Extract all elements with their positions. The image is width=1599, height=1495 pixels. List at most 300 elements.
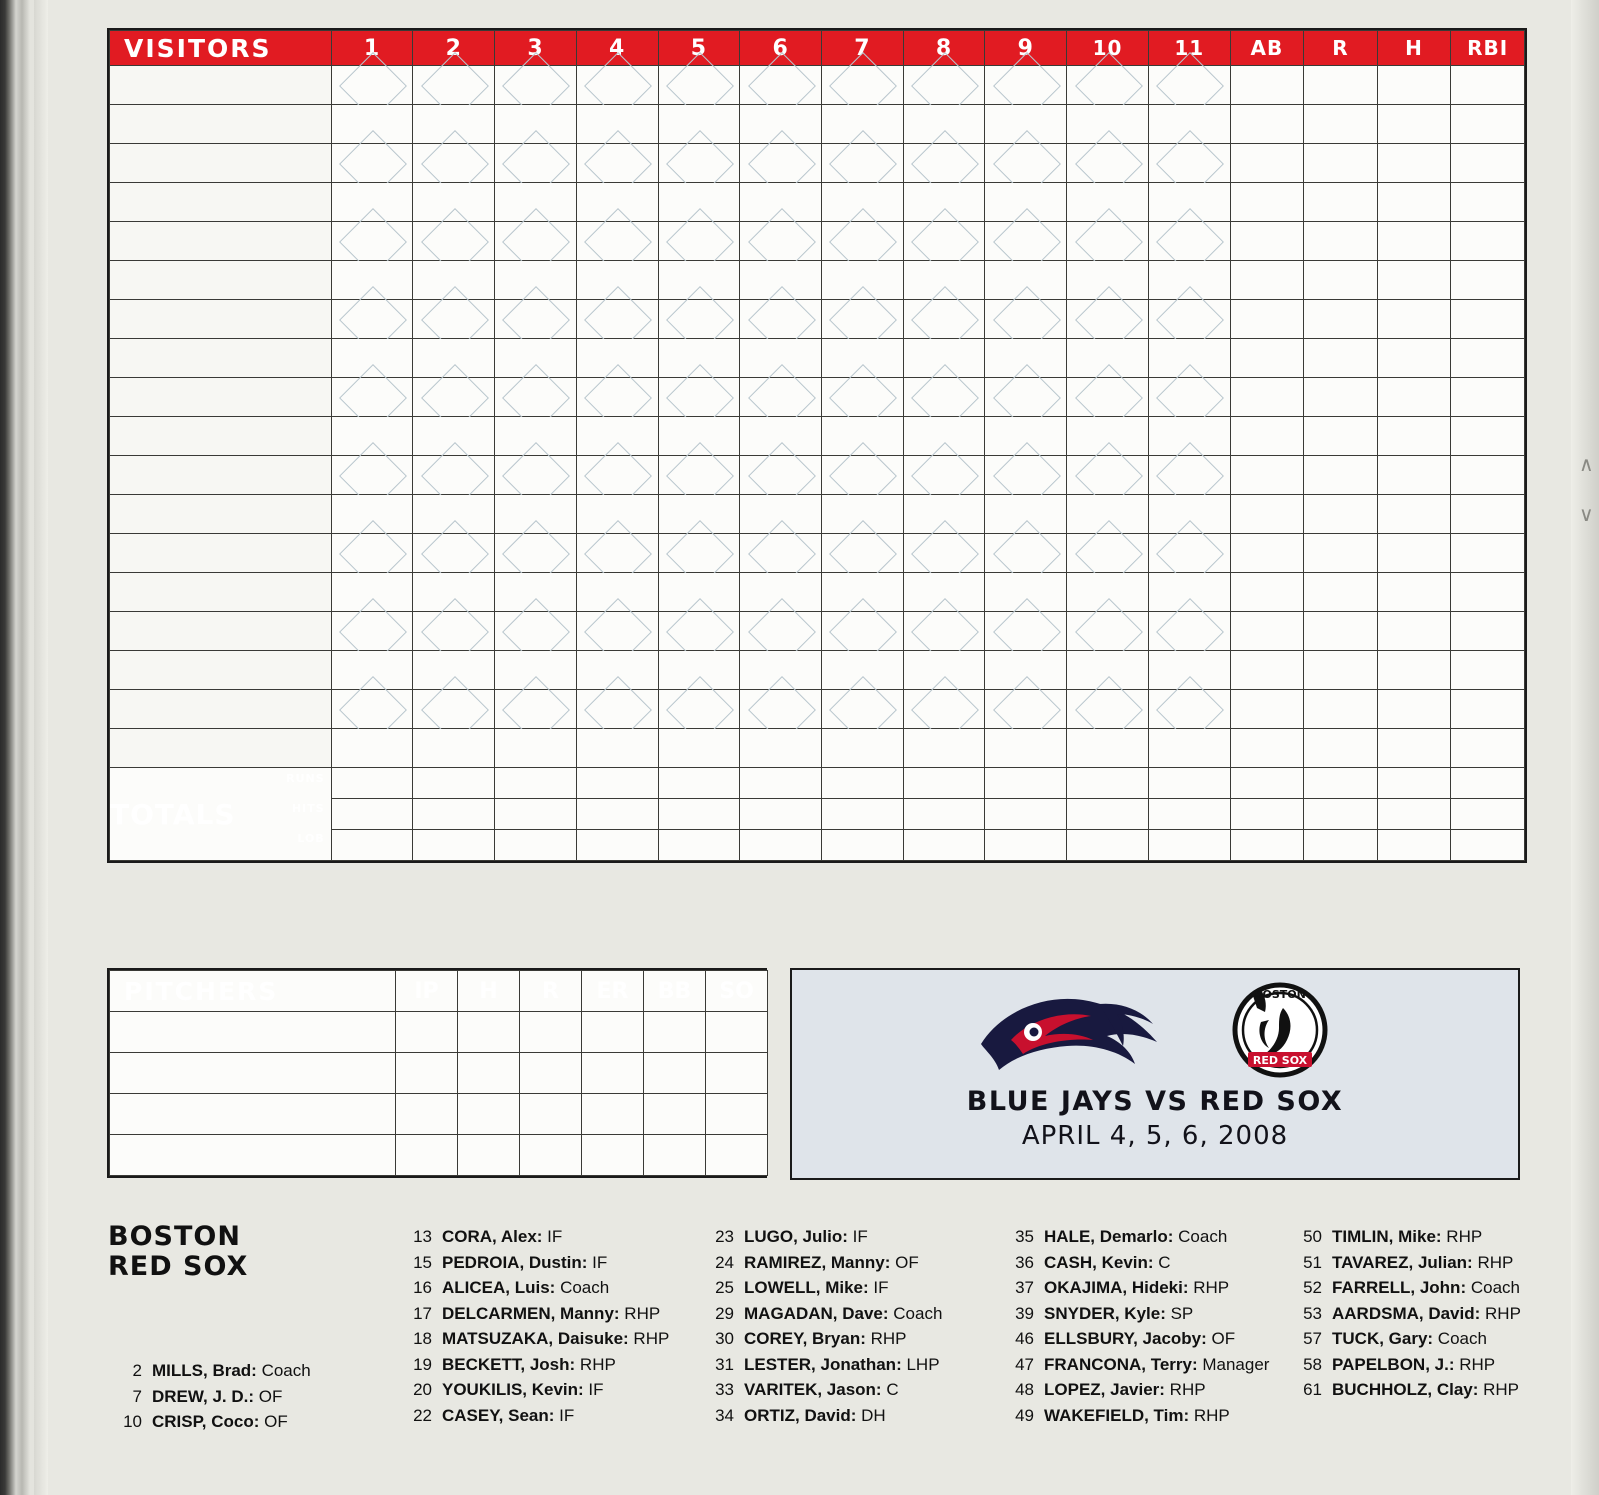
inning-cell[interactable] xyxy=(658,300,740,339)
batter-stat-cell[interactable] xyxy=(1230,300,1304,339)
totals-cell[interactable] xyxy=(576,799,658,830)
inning-cell[interactable] xyxy=(495,612,577,651)
inning-cell[interactable] xyxy=(1148,300,1230,339)
pitcher-stat-cell[interactable] xyxy=(396,1053,458,1094)
batter-stat-cell[interactable] xyxy=(1451,573,1525,612)
inning-cell[interactable] xyxy=(658,534,740,573)
inning-cell[interactable] xyxy=(740,144,822,183)
pitcher-name-cell[interactable] xyxy=(110,1094,396,1135)
batter-stat-cell[interactable] xyxy=(1304,417,1378,456)
batter-stat-cell[interactable] xyxy=(1304,378,1378,417)
batter-stat-cell[interactable] xyxy=(1230,261,1304,300)
batter-stat-cell[interactable] xyxy=(1377,183,1451,222)
inning-cell[interactable] xyxy=(1148,534,1230,573)
pitcher-stat-cell[interactable] xyxy=(706,1012,768,1053)
batter-stat-cell[interactable] xyxy=(1304,573,1378,612)
pitcher-stat-cell[interactable] xyxy=(520,1053,582,1094)
inning-cell[interactable] xyxy=(822,66,904,105)
inning-cell[interactable] xyxy=(331,534,413,573)
pitcher-stat-cell[interactable] xyxy=(458,1053,520,1094)
inning-cell[interactable] xyxy=(985,690,1067,729)
roster-position: IF xyxy=(542,1227,563,1246)
batter-stat-cell[interactable] xyxy=(1230,456,1304,495)
inning-cell[interactable] xyxy=(985,378,1067,417)
roster-position: LHP xyxy=(901,1354,940,1374)
totals-cell[interactable] xyxy=(822,768,904,799)
inning-cell[interactable] xyxy=(1148,690,1230,729)
inning-cell[interactable] xyxy=(1148,612,1230,651)
batter-stat-cell[interactable] xyxy=(1451,456,1525,495)
inning-cell[interactable] xyxy=(576,729,658,768)
inning-cell[interactable] xyxy=(413,378,495,417)
totals-cell[interactable] xyxy=(903,830,985,861)
totals-cell[interactable] xyxy=(413,830,495,861)
inning-cell[interactable] xyxy=(740,690,822,729)
inning-cell[interactable] xyxy=(331,222,413,261)
inning-cell[interactable] xyxy=(495,534,577,573)
inning-cell[interactable] xyxy=(1067,300,1149,339)
pitcher-stat-cell[interactable] xyxy=(582,1135,644,1176)
inning-cell[interactable] xyxy=(1148,66,1230,105)
inning-cell[interactable] xyxy=(495,66,577,105)
roster-position: DH xyxy=(856,1405,886,1425)
totals-cell[interactable] xyxy=(1067,768,1149,799)
inning-cell[interactable] xyxy=(413,729,495,768)
inning-cell[interactable] xyxy=(985,456,1067,495)
totals-cell[interactable] xyxy=(1067,799,1149,830)
inning-cell[interactable] xyxy=(740,729,822,768)
roster-position: Manager xyxy=(1197,1354,1270,1374)
inning-cell[interactable] xyxy=(495,378,577,417)
inning-cell[interactable] xyxy=(822,534,904,573)
totals-cell[interactable] xyxy=(1451,799,1525,830)
inning-cell[interactable] xyxy=(658,222,740,261)
batter-stat-cell[interactable] xyxy=(1377,495,1451,534)
pitcher-stat-cell[interactable] xyxy=(644,1053,706,1094)
inning-cell[interactable] xyxy=(903,729,985,768)
inning-cell[interactable] xyxy=(331,612,413,651)
batter-stat-cell[interactable] xyxy=(1304,612,1378,651)
batter-stat-cell[interactable] xyxy=(1451,612,1525,651)
pitcher-stat-cell[interactable] xyxy=(396,1012,458,1053)
batter-stat-cell[interactable] xyxy=(1230,573,1304,612)
inning-cell[interactable] xyxy=(740,456,822,495)
pitcher-stat-cell[interactable] xyxy=(458,1094,520,1135)
batter-stat-cell[interactable] xyxy=(1377,534,1451,573)
batter-stat-cell[interactable] xyxy=(1230,144,1304,183)
inning-cell[interactable] xyxy=(1067,612,1149,651)
totals-cell[interactable] xyxy=(1377,830,1451,861)
pitcher-name-cell[interactable] xyxy=(110,1053,396,1094)
totals-cell[interactable] xyxy=(331,830,413,861)
batter-name-cell[interactable] xyxy=(110,690,332,729)
inning-cell[interactable] xyxy=(495,690,577,729)
inning-cell[interactable] xyxy=(331,378,413,417)
batter-name-cell[interactable] xyxy=(110,339,332,378)
inning-cell[interactable] xyxy=(822,690,904,729)
inning-cell[interactable] xyxy=(576,534,658,573)
inning-cell[interactable] xyxy=(658,690,740,729)
inning-cell[interactable] xyxy=(331,456,413,495)
roster-position: RHP xyxy=(1188,1278,1230,1297)
stat-header-rbi: RBI xyxy=(1451,31,1525,66)
totals-cell[interactable] xyxy=(658,768,740,799)
batter-stat-cell[interactable] xyxy=(1304,339,1378,378)
roster-number: 52 xyxy=(1303,1278,1322,1297)
inning-cell[interactable] xyxy=(576,144,658,183)
inning-cell[interactable] xyxy=(413,456,495,495)
batter-name-cell[interactable] xyxy=(110,495,332,534)
roster-entry xyxy=(1000,1224,1269,1250)
inning-cell[interactable] xyxy=(903,456,985,495)
totals-cell[interactable] xyxy=(413,799,495,830)
totals-cell[interactable] xyxy=(658,830,740,861)
inning-cell[interactable] xyxy=(413,534,495,573)
pitcher-stat-cell[interactable] xyxy=(706,1053,768,1094)
totals-cell[interactable] xyxy=(1304,830,1378,861)
inning-cell[interactable] xyxy=(413,222,495,261)
batter-name-cell[interactable] xyxy=(110,183,332,222)
inning-cell[interactable] xyxy=(822,612,904,651)
inning-cell[interactable] xyxy=(740,222,822,261)
inning-cell[interactable] xyxy=(658,378,740,417)
batter-stat-cell[interactable] xyxy=(1304,300,1378,339)
inning-cell[interactable] xyxy=(903,612,985,651)
batter-stat-cell[interactable] xyxy=(1377,573,1451,612)
inning-cell[interactable] xyxy=(331,66,413,105)
pitcher-stat-cell[interactable] xyxy=(396,1094,458,1135)
totals-cell[interactable] xyxy=(1451,830,1525,861)
inning-header-3: 3 xyxy=(495,31,577,66)
batter-stat-cell[interactable] xyxy=(1230,339,1304,378)
batter-stat-cell[interactable] xyxy=(1304,105,1378,144)
pitcher-stat-cell[interactable] xyxy=(706,1094,768,1135)
inning-cell[interactable] xyxy=(1067,144,1149,183)
inning-cell[interactable] xyxy=(740,612,822,651)
batter-stat-cell[interactable] xyxy=(1230,378,1304,417)
inning-cell[interactable] xyxy=(658,456,740,495)
pitcher-stat-cell[interactable] xyxy=(458,1135,520,1176)
batter-stat-cell[interactable] xyxy=(1377,105,1451,144)
batter-stat-cell[interactable] xyxy=(1304,456,1378,495)
inning-cell[interactable] xyxy=(985,612,1067,651)
batter-stat-cell[interactable] xyxy=(1304,729,1378,768)
batter-stat-cell[interactable] xyxy=(1451,339,1525,378)
batter-name-cell[interactable] xyxy=(110,105,332,144)
batter-stat-cell[interactable] xyxy=(1377,729,1451,768)
totals-cell[interactable] xyxy=(1148,799,1230,830)
batter-stat-cell[interactable] xyxy=(1230,183,1304,222)
totals-cell[interactable] xyxy=(985,799,1067,830)
batter-stat-cell[interactable] xyxy=(1304,261,1378,300)
inning-cell[interactable] xyxy=(985,534,1067,573)
batter-stat-cell[interactable] xyxy=(1304,66,1378,105)
pitcher-stat-cell[interactable] xyxy=(582,1094,644,1135)
batter-name-cell[interactable] xyxy=(110,651,332,690)
totals-cell[interactable] xyxy=(1230,768,1304,799)
batter-stat-cell[interactable] xyxy=(1377,456,1451,495)
totals-cell[interactable] xyxy=(903,768,985,799)
inning-cell[interactable] xyxy=(1067,534,1149,573)
inning-cell[interactable] xyxy=(331,690,413,729)
inning-cell[interactable] xyxy=(413,690,495,729)
batter-stat-cell[interactable] xyxy=(1451,105,1525,144)
inning-header-5: 5 xyxy=(658,31,740,66)
totals-cell[interactable] xyxy=(1304,768,1378,799)
batter-row xyxy=(110,300,1525,339)
totals-cell[interactable] xyxy=(331,799,413,830)
totals-cell[interactable] xyxy=(576,768,658,799)
batter-stat-cell[interactable] xyxy=(1451,690,1525,729)
batter-stat-cell[interactable] xyxy=(1451,651,1525,690)
inning-cell[interactable] xyxy=(903,66,985,105)
inning-cell[interactable] xyxy=(903,222,985,261)
batter-stat-cell[interactable] xyxy=(1304,183,1378,222)
roster-name: DREW, J. D.: xyxy=(152,1386,255,1406)
batter-stat-cell[interactable] xyxy=(1451,144,1525,183)
inning-cell[interactable] xyxy=(985,300,1067,339)
inning-cell[interactable] xyxy=(413,612,495,651)
inning-cell[interactable] xyxy=(1067,729,1149,768)
roster-column-2 xyxy=(700,1224,942,1428)
totals-cell[interactable] xyxy=(1230,799,1304,830)
inning-cell[interactable] xyxy=(413,144,495,183)
totals-cell[interactable] xyxy=(740,799,822,830)
batter-stat-cell[interactable] xyxy=(1230,66,1304,105)
pitcher-stat-header-er: ER xyxy=(582,971,644,1012)
inning-cell[interactable] xyxy=(495,456,577,495)
inning-cell[interactable] xyxy=(903,690,985,729)
totals-cell[interactable] xyxy=(1148,768,1230,799)
batter-name-cell[interactable] xyxy=(110,456,332,495)
roster-name: TUCK, Gary: xyxy=(1332,1329,1434,1348)
roster-entry xyxy=(108,1358,311,1384)
batter-name-cell[interactable] xyxy=(110,612,332,651)
inning-cell[interactable] xyxy=(740,300,822,339)
inning-cell[interactable] xyxy=(822,378,904,417)
pitcher-name-cell[interactable] xyxy=(110,1012,396,1053)
totals-cell[interactable] xyxy=(740,768,822,799)
totals-cell[interactable] xyxy=(495,768,577,799)
pitcher-stat-cell[interactable] xyxy=(582,1053,644,1094)
batter-name-cell[interactable] xyxy=(110,300,332,339)
batter-stat-cell[interactable] xyxy=(1451,222,1525,261)
totals-cell[interactable] xyxy=(495,830,577,861)
inning-cell[interactable] xyxy=(1148,222,1230,261)
batter-stat-cell[interactable] xyxy=(1377,261,1451,300)
inning-cell[interactable] xyxy=(822,222,904,261)
pitcher-stat-cell[interactable] xyxy=(520,1094,582,1135)
inning-cell[interactable] xyxy=(1067,690,1149,729)
batter-name-cell[interactable] xyxy=(110,261,332,300)
batter-stat-cell[interactable] xyxy=(1304,651,1378,690)
batter-stat-cell[interactable] xyxy=(1451,183,1525,222)
batter-stat-cell[interactable] xyxy=(1451,300,1525,339)
totals-cell[interactable] xyxy=(903,799,985,830)
totals-cell[interactable] xyxy=(495,799,577,830)
batter-stat-cell[interactable] xyxy=(1304,534,1378,573)
totals-cell[interactable] xyxy=(1067,830,1149,861)
roster-position: RHP xyxy=(619,1303,661,1323)
inning-cell[interactable] xyxy=(985,222,1067,261)
inning-cell[interactable] xyxy=(903,144,985,183)
batter-stat-cell[interactable] xyxy=(1451,66,1525,105)
pitcher-stat-cell[interactable] xyxy=(520,1012,582,1053)
batter-stat-cell[interactable] xyxy=(1230,612,1304,651)
totals-cell[interactable] xyxy=(740,830,822,861)
roster-number: 19 xyxy=(413,1354,432,1374)
batter-stat-cell[interactable] xyxy=(1451,261,1525,300)
inning-cell[interactable] xyxy=(331,729,413,768)
batter-stat-cell[interactable] xyxy=(1451,378,1525,417)
inning-cell[interactable] xyxy=(658,66,740,105)
batter-stat-cell[interactable] xyxy=(1377,690,1451,729)
batter-row xyxy=(110,534,1525,573)
batter-stat-cell[interactable] xyxy=(1377,612,1451,651)
batter-stat-cell[interactable] xyxy=(1451,417,1525,456)
batter-stat-cell[interactable] xyxy=(1304,222,1378,261)
inning-cell[interactable] xyxy=(740,534,822,573)
inning-cell[interactable] xyxy=(576,300,658,339)
inning-cell[interactable] xyxy=(903,378,985,417)
batter-name-cell[interactable] xyxy=(110,573,332,612)
inning-cell[interactable] xyxy=(331,300,413,339)
pitcher-name-cell[interactable] xyxy=(110,1135,396,1176)
totals-cell[interactable] xyxy=(985,768,1067,799)
pitcher-stat-cell[interactable] xyxy=(396,1135,458,1176)
batter-stat-cell[interactable] xyxy=(1377,651,1451,690)
batter-name-cell[interactable] xyxy=(110,729,332,768)
page-mark-icon: ∧ xyxy=(1579,454,1594,476)
inning-cell[interactable] xyxy=(1148,378,1230,417)
batter-name-cell[interactable] xyxy=(110,534,332,573)
inning-cell[interactable] xyxy=(576,456,658,495)
totals-cell[interactable] xyxy=(822,799,904,830)
totals-cell[interactable] xyxy=(1451,768,1525,799)
pitcher-stat-cell[interactable] xyxy=(644,1012,706,1053)
inning-cell[interactable] xyxy=(985,66,1067,105)
inning-cell[interactable] xyxy=(822,144,904,183)
roster-position: OF xyxy=(890,1252,919,1272)
inning-cell[interactable] xyxy=(331,144,413,183)
inning-cell[interactable] xyxy=(740,66,822,105)
batter-stat-cell[interactable] xyxy=(1230,534,1304,573)
batter-name-cell[interactable] xyxy=(110,66,332,105)
batter-stat-cell[interactable] xyxy=(1451,495,1525,534)
pitcher-stat-cell[interactable] xyxy=(644,1135,706,1176)
pitcher-stat-cell[interactable] xyxy=(458,1012,520,1053)
inning-cell[interactable] xyxy=(903,534,985,573)
batter-stat-cell[interactable] xyxy=(1377,144,1451,183)
batter-stat-cell[interactable] xyxy=(1230,729,1304,768)
pitcher-stat-cell[interactable] xyxy=(582,1012,644,1053)
batter-stat-cell[interactable] xyxy=(1377,339,1451,378)
batter-stat-cell[interactable] xyxy=(1230,222,1304,261)
batter-stat-cell[interactable] xyxy=(1304,144,1378,183)
inning-cell[interactable] xyxy=(1148,729,1230,768)
inning-cell[interactable] xyxy=(495,144,577,183)
inning-cell[interactable] xyxy=(1067,222,1149,261)
inning-cell[interactable] xyxy=(658,612,740,651)
inning-header-1: 1 xyxy=(331,31,413,66)
totals-cell[interactable] xyxy=(1377,799,1451,830)
totals-cell[interactable] xyxy=(1148,830,1230,861)
roster-name: OKAJIMA, Hideki: xyxy=(1044,1278,1189,1297)
batter-stat-cell[interactable] xyxy=(1230,105,1304,144)
inning-cell[interactable] xyxy=(822,729,904,768)
totals-cell[interactable] xyxy=(1304,799,1378,830)
inning-cell[interactable] xyxy=(495,729,577,768)
pitcher-stat-cell[interactable] xyxy=(644,1094,706,1135)
batter-name-cell[interactable] xyxy=(110,417,332,456)
totals-cell[interactable] xyxy=(331,768,413,799)
inning-cell[interactable] xyxy=(985,729,1067,768)
totals-cell[interactable] xyxy=(413,768,495,799)
batter-stat-cell[interactable] xyxy=(1377,300,1451,339)
inning-cell[interactable] xyxy=(576,612,658,651)
batter-stat-cell[interactable] xyxy=(1451,534,1525,573)
batter-name-cell[interactable] xyxy=(110,144,332,183)
batter-stat-cell[interactable] xyxy=(1230,495,1304,534)
totals-cell[interactable] xyxy=(985,830,1067,861)
inning-cell[interactable] xyxy=(1067,456,1149,495)
inning-cell[interactable] xyxy=(1148,144,1230,183)
inning-cell[interactable] xyxy=(576,222,658,261)
batter-stat-cell[interactable] xyxy=(1230,651,1304,690)
batter-stat-cell[interactable] xyxy=(1377,222,1451,261)
inning-cell[interactable] xyxy=(495,300,577,339)
roster-number: 61 xyxy=(1303,1380,1322,1399)
batter-stat-cell[interactable] xyxy=(1304,495,1378,534)
inning-cell[interactable] xyxy=(740,378,822,417)
inning-cell[interactable] xyxy=(576,690,658,729)
batter-stat-cell[interactable] xyxy=(1377,66,1451,105)
batter-name-cell[interactable] xyxy=(110,378,332,417)
totals-cell[interactable] xyxy=(822,830,904,861)
inning-cell[interactable] xyxy=(985,144,1067,183)
roster-entry xyxy=(700,1377,942,1403)
inning-cell[interactable] xyxy=(576,378,658,417)
batter-stat-cell[interactable] xyxy=(1377,378,1451,417)
inning-cell[interactable] xyxy=(658,144,740,183)
inning-cell[interactable] xyxy=(495,222,577,261)
batter-stat-cell[interactable] xyxy=(1377,417,1451,456)
totals-cell[interactable] xyxy=(1230,830,1304,861)
totals-cell[interactable] xyxy=(1377,768,1451,799)
batter-stat-cell[interactable] xyxy=(1230,690,1304,729)
inning-cell[interactable] xyxy=(658,729,740,768)
totals-cell[interactable] xyxy=(576,830,658,861)
inning-cell[interactable] xyxy=(822,456,904,495)
totals-cell[interactable] xyxy=(658,799,740,830)
inning-cell[interactable] xyxy=(1067,378,1149,417)
inning-cell[interactable] xyxy=(903,300,985,339)
roster-number: 46 xyxy=(1015,1329,1034,1348)
totals-sub-runs: RUNS xyxy=(286,772,325,785)
batter-stat-cell[interactable] xyxy=(1304,690,1378,729)
batter-stat-cell[interactable] xyxy=(1230,417,1304,456)
inning-cell[interactable] xyxy=(413,300,495,339)
pitcher-stat-cell[interactable] xyxy=(520,1135,582,1176)
inning-cell[interactable] xyxy=(413,66,495,105)
inning-cell[interactable] xyxy=(1148,456,1230,495)
inning-cell[interactable] xyxy=(1067,66,1149,105)
batter-name-cell[interactable] xyxy=(110,222,332,261)
inning-cell[interactable] xyxy=(576,66,658,105)
batter-stat-cell[interactable] xyxy=(1451,729,1525,768)
pitcher-stat-cell[interactable] xyxy=(706,1135,768,1176)
inning-cell[interactable] xyxy=(822,300,904,339)
